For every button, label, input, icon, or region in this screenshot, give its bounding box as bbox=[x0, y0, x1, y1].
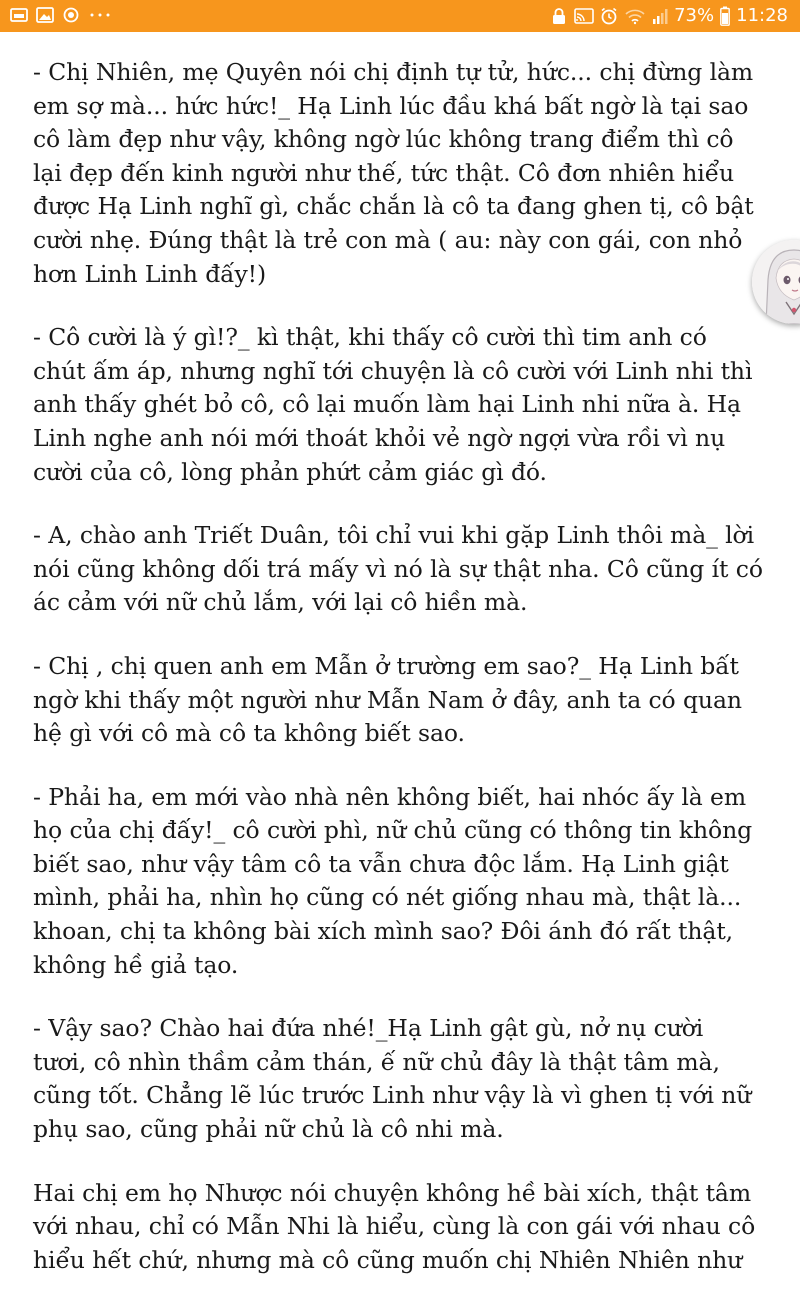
story-paragraph: - Chị , chị quen anh em Mẫn ở trường em sao?_ Hạ Linh bất ngờ khi thấy một người như Mẫn Nam ở đây, anh ta có quan hệ gì với cô mà cô ta không biết sao. bbox=[33, 650, 763, 751]
status-bar bbox=[0, 0, 800, 32]
story-paragraph: - Chị Nhiên, mẹ Quyên nói chị định tự tử, hức... chị đừng làm em sợ mà... hức hức!_ Hạ Linh lúc đầu khá bất ngờ là tại sao cô làm đẹp như vậy, không ngờ lúc không trang điểm thì cô lại đẹp đến kinh người như thế, tức thật. Cô đơn nhiên hiểu được Hạ Linh nghĩ gì, chắc chắn là cô ta đang ghen tị, cô bật cười nhẹ. Đúng thật là trẻ con mà ( au: này con gái, con nhỏ hơn Linh Linh đấy!) bbox=[33, 56, 763, 291]
story-paragraph: - Cô cười là ý gì!?_ kì thật, khi thấy cô cười thì tim anh có chút ấm áp, nhưng nghĩ tới chuyện là cô cười với Linh nhi thì anh thấy ghét bỏ cô, cô lại muốn làm hại Linh nhi nữa à. Hạ Linh nghe anh nói mới thoát khỏi vẻ ngờ ngợi vừa rồi vì nụ cười của cô, lòng phản phứt cảm giác gì đó. bbox=[33, 321, 763, 489]
lock-icon bbox=[550, 7, 568, 25]
circle-icon bbox=[62, 6, 80, 24]
status-left-icons bbox=[10, 6, 112, 24]
story-paragraph: - Vậy sao? Chào hai đứa nhé!_Hạ Linh gật gù, nở nụ cười tươi, cô nhìn thầm cảm thán, ế nữ chủ đây là thật tâm mà, cũng tốt. Chẳng lẽ lúc trước Linh như vậy là vì ghen tị với nữ phụ sao, cũng phải nữ chủ là cô nhi mà. bbox=[33, 1012, 763, 1146]
battery-icon bbox=[720, 6, 730, 26]
story-content bbox=[33, 56, 763, 1307]
cast-icon bbox=[574, 7, 594, 25]
battery-percentage: 73% bbox=[674, 5, 714, 27]
wifi-icon bbox=[624, 7, 646, 25]
gallery-icon bbox=[10, 6, 28, 24]
story-paragraph: - Phải ha, em mới vào nhà nên không biết, hai nhóc ấy là em họ của chị đấy!_ cô cười phì, nữ chủ cũng có thông tin không biết sao, như vậy tâm cô ta vẫn chưa độc lắm. Hạ Linh giật mình, phải ha, nhìn họ cũng có nét giống nhau mà, thật là... khoan, chị ta không bài xích mình sao? Đôi ánh đó rất thật, không hề giả tạo. bbox=[33, 781, 763, 983]
status-right-icons bbox=[550, 5, 788, 27]
story-paragraph: Hai chị em họ Nhược nói chuyện không hề bài xích, thật tâm với nhau, chỉ có Mẫn Nhi là hiểu, cùng là con gái với nhau cô hiểu hết chứ, nhưng mà cô cũng muốn chị Nhiên Nhiên như bbox=[33, 1177, 763, 1278]
story-paragraph: - A, chào anh Triết Duân, tôi chỉ vui khi gặp Linh thôi mà_ lời nói cũng không dối trá mấy vì nó là sự thật nha. Cô cũng ít có ác cảm với nữ chủ lắm, với lại cô hiền mà. bbox=[33, 519, 763, 620]
signal-icon bbox=[652, 7, 668, 25]
more-dots-icon bbox=[88, 6, 112, 24]
photo-icon bbox=[36, 6, 54, 24]
clock: 11:28 bbox=[736, 5, 788, 27]
alarm-icon bbox=[600, 7, 618, 25]
